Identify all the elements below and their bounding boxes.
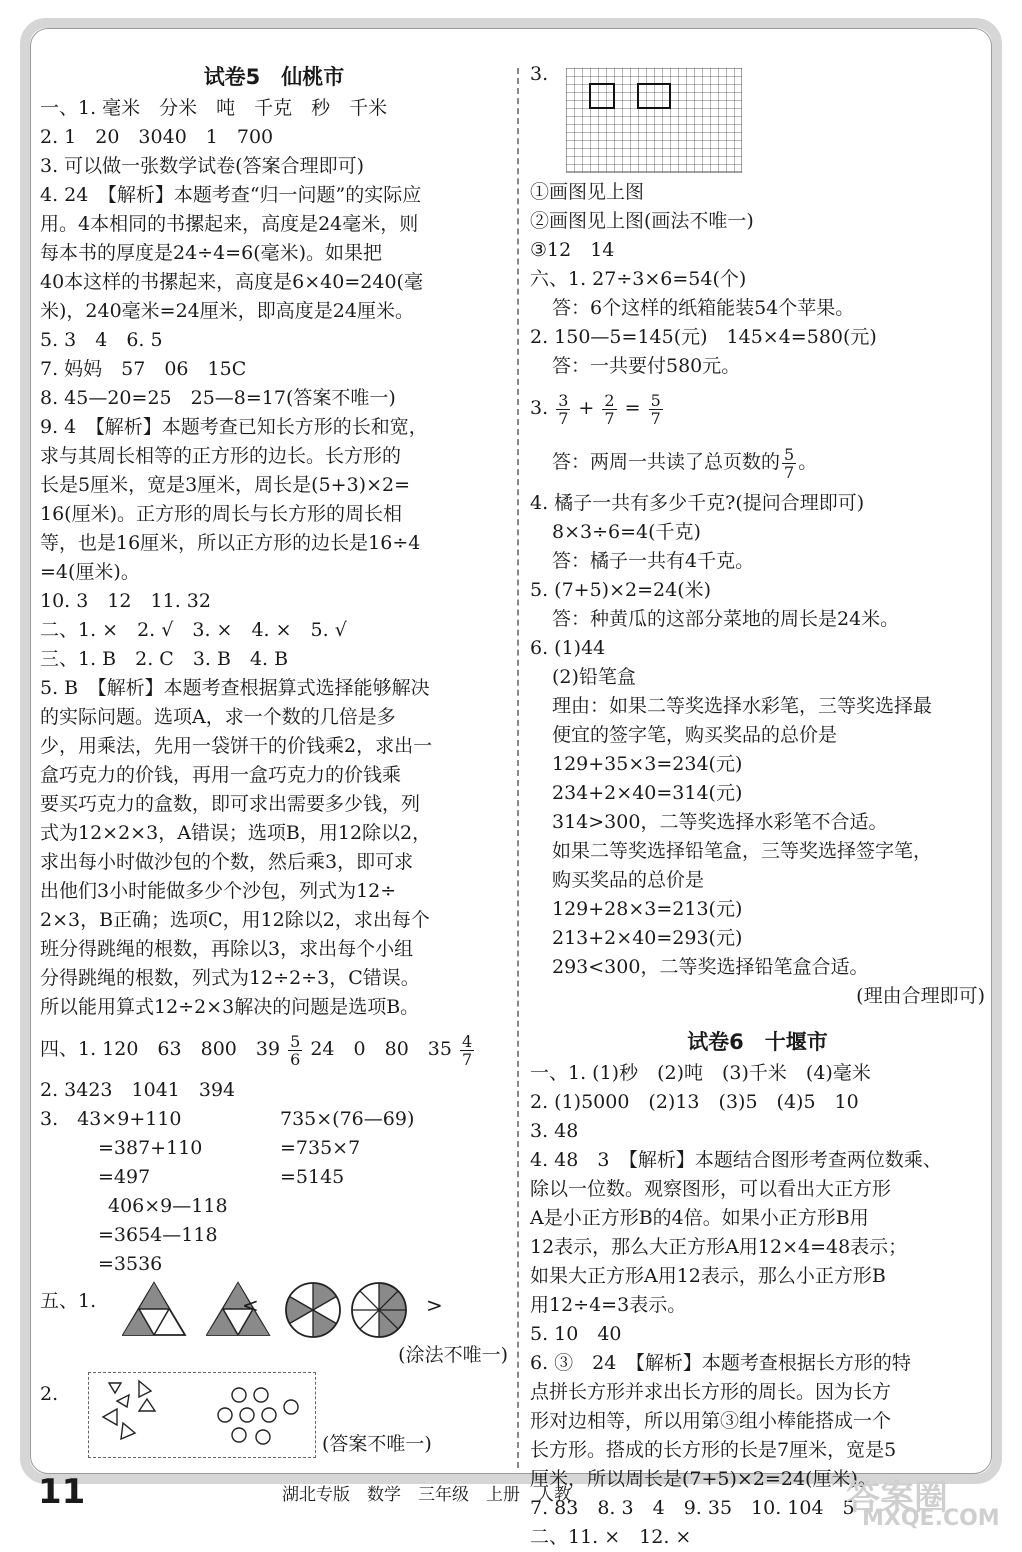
circle-figure-2 — [350, 1281, 408, 1339]
fraction-4-7: $\frac{4}{7}$ — [462, 1031, 473, 1069]
s4-q1: 四、1. 120 63 800 39 $\frac{5}{6}$ 24 0 80 35 $\frac{4}{7}$ — [40, 1031, 473, 1069]
fraction-5-7: $\frac{5}{7}$ — [650, 390, 661, 428]
s3-q5: 5. B 【解析】本题考查根据算式选择能够解决 的实际问题。选项A，求一个数的几倍是多 少，用乘法，先用一袋饼干的价钱乘2，求出一 盒巧克力的价钱，再用一盒巧克力的价钱乘 要买巧克力的盒数，即可求出需要多少钱，列 式为12×2×3，A错误；选项B，用12除以2， 求出每小时做沙包的个数，然后乘3，即可求 出他们3小时能做多少个沙包，列式为12÷ 2×3，B正确；选项C，用12除以2，求出每个 班分得跳绳的根数，再除以3，求出每个小组 分得跳绳的根数，列式为12÷2÷3，C错误。 所以能用算式12÷2×3解决的问题是选项B。 — [40, 677, 433, 1018]
s6-q4: 4. 橘子一共有多少千克?(提问合理即可) 8×3÷6=4(千克) 答：橘子一共有4千克。 — [530, 492, 865, 572]
t6-q2: 2. (1)5000 (2)13 (3)5 (4)5 10 — [530, 1091, 859, 1113]
s5-q2: 2. (答案不唯一) — [40, 1370, 508, 1462]
triangle-figure-1 — [122, 1281, 187, 1337]
s6-q6: 6. (1)44 (2)铅笔盒 理由：如果二等奖选择水彩笔，三等奖选择最 便宜的签字笔，购买奖品的总价是 129+35×3=234(元) 234+2×40=314(元) 314>300，二等奖选择水彩笔不合适。 如果二等奖选择铅笔盒，三等奖选择签字笔， 购买奖品的总价是 129+28×3=213(元) 213+2×40=293(元) 293<300，二等奖选择铅笔盒合适。 — [530, 637, 933, 978]
s4-q3: 3. 43×9+110 =387+110 =497 735×(76—69) =735×7 =5145 406×9—118 =3654—118 =3536 — [40, 1108, 415, 1275]
fraction-3-7: $\frac{3}{7}$ — [558, 390, 569, 428]
q3-3: ③12 14 — [530, 239, 615, 261]
s5-q2-box — [88, 1372, 316, 1458]
watermark-url: MXQE.COM — [862, 1506, 1000, 1531]
s3-q1-4: 三、1. B 2. C 3. B 4. B — [40, 648, 289, 670]
s6-q1-answer: 答：6个这样的纸箱能装54个苹果。 — [552, 297, 855, 319]
s1-q5: 5. 3 4 6. 5 — [40, 329, 163, 351]
triangle-figure-2 — [206, 1281, 271, 1337]
s1-q4: 4. 24 【解析】本题考查“归一问题”的实际应 用。4本相同的书摞起来，高度是24毫米，则 每本书的厚度是24÷4=6(毫米)。如果把 40本这样的书摞起来，高度是6×40=240(毫 米)，240毫米=24厘米，即高度是24厘米。 — [40, 184, 423, 322]
s5-q1: 五、1. < > — [40, 1279, 508, 1341]
s6-q1: 六、1. 27÷3×6=54(个) — [530, 268, 747, 290]
t6-q5: 5. 10 40 — [530, 1323, 622, 1345]
s6-q5: 5. (7+5)×2=24(米) 答：种黄瓜的这部分菜地的周长是24米。 — [530, 579, 900, 630]
t6-q7-10: 7. 83 8. 3 4 9. 35 10. 104 5 — [530, 1497, 855, 1519]
q3-grid: 3. — [530, 60, 985, 178]
s6-q3-answer: 答：两周一共读了总页数的 $\frac{5}{7}$ 。 — [552, 444, 818, 482]
column-divider — [517, 68, 519, 1468]
left-column — [40, 60, 508, 1462]
s1-q8: 8. 45—20=25 25—8=17(答案不唯一) — [40, 387, 396, 409]
exam5-title: 试卷5 仙桃市 — [203, 65, 345, 89]
s6-q6-note: (理由合理即可) — [856, 985, 985, 1007]
fraction-2-7: $\frac{2}{7}$ — [604, 390, 615, 428]
t6-q6: 6. ③ 24 【解析】本题考查根据长方形的特 点拼长方形并求出长方形的周长。因为长方 形对边相等，所以用第③组小棒能搭成一个 长方形。搭成的长方形的长是7厘米，宽是5 厘米，所以周长是(7+5)×2=24(厘米)。 — [530, 1352, 911, 1490]
s1-q9: 9. 4 【解析】本题考查已知长方形的长和宽， 求与其周长相等的正方形的边长。长方形的 长是5厘米，宽是3厘米，周长是(5+3)×2= 16(厘米)。正方形的周长与长方形的周长相 等，也是16厘米，所以正方形的边长是16÷4 =4(厘米)。 — [40, 416, 428, 583]
s6-q2: 2. 150—5=145(元) 145×4=580(元) — [530, 326, 877, 348]
s5-q1-note: (涂法不唯一) — [398, 1344, 508, 1366]
s6-q3: 3. $\frac{3}{7}$ + $\frac{2}{7}$ = $\frac{5}{7}$ — [530, 390, 661, 428]
fraction-5-6: $\frac{5}{6}$ — [290, 1031, 301, 1069]
grouping-figure — [89, 1373, 315, 1457]
s1-q10: 10. 3 12 11. 32 — [40, 590, 211, 612]
t6-q4: 4. 48 3 【解析】本题结合图形考查两位数乘、 除以一位数。观察图形，可以看出大正方形 A是小正方形B的4倍。如果小正方形B用 12表示，那么大正方形A用12×4=48表示； 如果大正方形A用12表示，那么小正方形B 用12÷4=3表示。 — [530, 1149, 942, 1316]
s1-q1: 一、1. 毫米 分米 吨 千克 秒 千米 — [40, 97, 388, 119]
t6-q1: 一、1. (1)秒 (2)吨 (3)千米 (4)毫米 — [530, 1062, 871, 1084]
page-number: 11 — [38, 1472, 86, 1512]
circle-figure-1 — [284, 1281, 342, 1339]
s1-q2: 2. 1 20 3040 1 700 — [40, 126, 274, 148]
footer-text: 湖北专版 数学 三年级 上册 人教 — [282, 1485, 571, 1505]
exam6-title: 试卷6 十堰市 — [687, 1030, 828, 1054]
s1-q3: 3. 可以做一张数学试卷(答案合理即可) — [40, 155, 364, 177]
fraction-5-7-answer: $\frac{5}{7}$ — [784, 444, 795, 482]
s2-answers: 二、1. × 2. √ 3. × 4. × 5. √ — [40, 619, 347, 641]
s4-q2: 2. 3423 1041 394 — [40, 1079, 236, 1101]
watermark: 答案圈 — [846, 1478, 948, 1518]
square-grid-drawing — [566, 68, 742, 174]
t6-s2: 二、11. × 12. × — [530, 1526, 692, 1548]
s6-q2-answer: 答：一共要付580元。 — [552, 355, 741, 377]
q3-1: ①画图见上图 — [530, 181, 645, 203]
right-column — [530, 60, 985, 1552]
q3-2: ②画图见上图(画法不唯一) — [530, 210, 754, 232]
t6-q3: 3. 48 — [530, 1120, 579, 1142]
s1-q7: 7. 妈妈 57 06 15C — [40, 358, 247, 380]
